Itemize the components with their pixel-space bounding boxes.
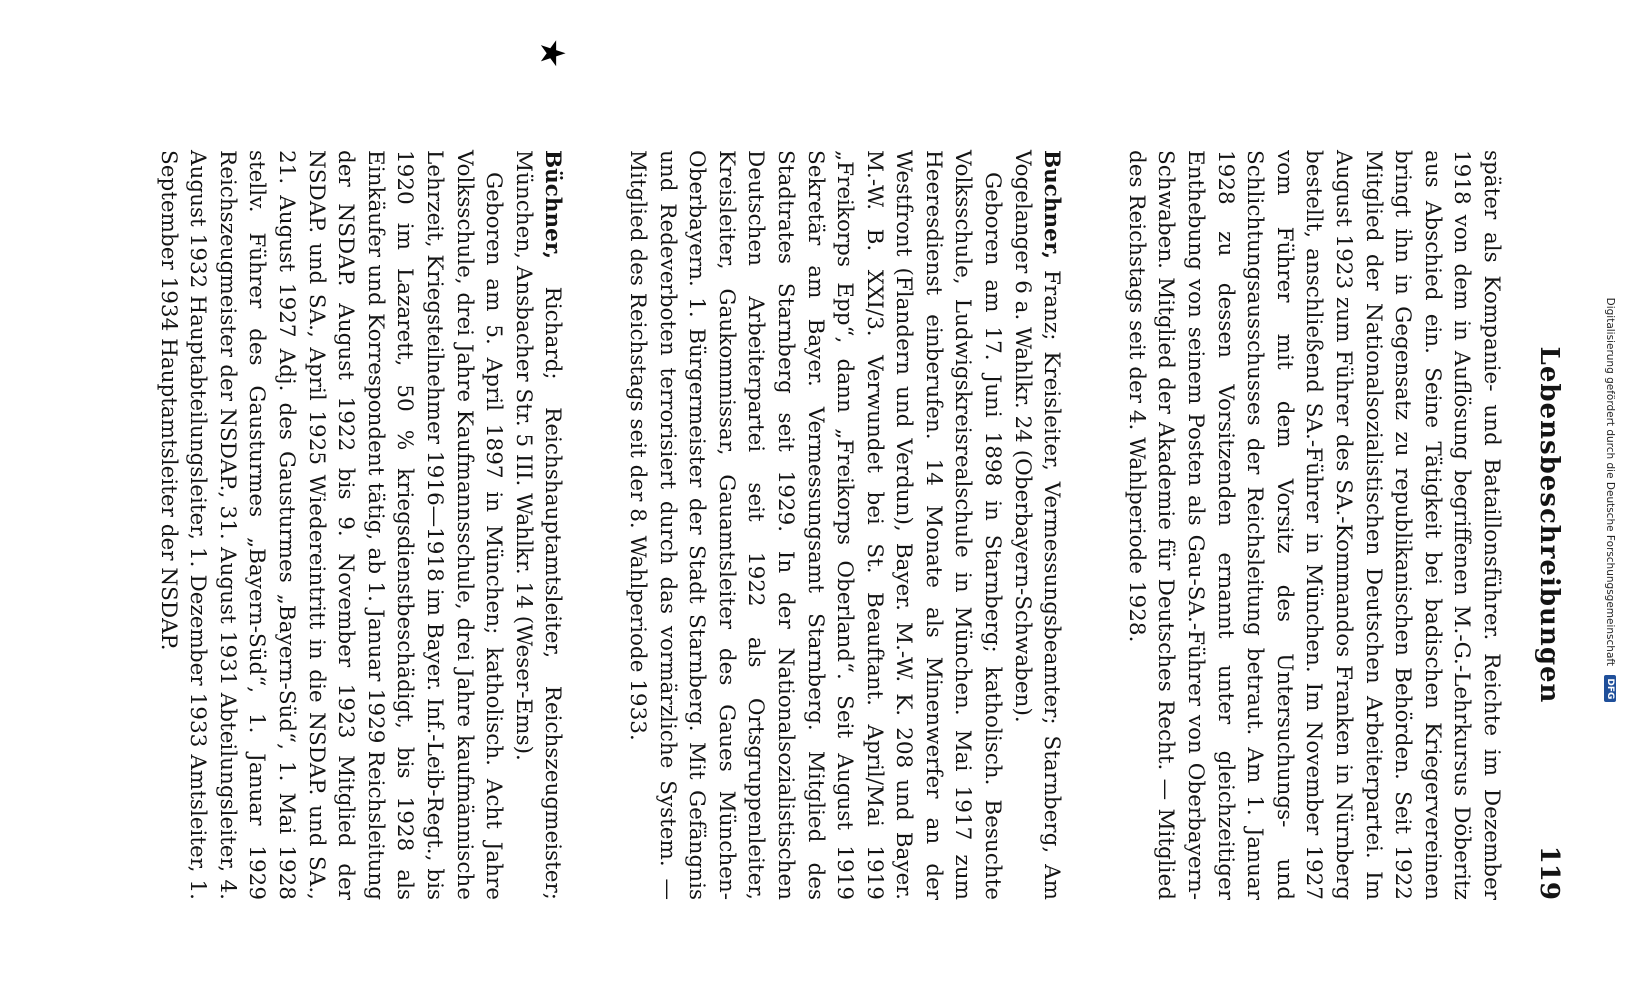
digitization-note-text: Digitalisierung gefördert durch die Deutsche Forschungsgemeinschaft (1604, 297, 1616, 667)
entry-name: Büchner, (540, 150, 566, 260)
entry-paragraph: später als Kompanie- und Bataillonsführer. Reichte im Dezember 1918 von dem in Auflösung begriffenen M.-G.-Lehrkursus Döberitz aus Abschied ein. Seine Tätigkeit bei badischen Kriegervereinen bringt ihn in Gegensatz zu republikanischen Behörden. Seit 1922 Mitglied der Nationalsozialistischen Deutschen Arbeiterpartei. Im August 1923 zum Führer des SA.-Kommandos Franken in Nürnberg bestellt, anschließend SA.-Führer in München. Im November 1927 vom Führer mit dem Vorsitz des Untersuchungs- und Schlichtungsausschusses der Reichsleitung betraut. Am 1. Januar 1928 zu dessen Vorsitzenden ernannt unter gleichzeitiger Enthebung von seinem Posten als Gau-SA.-Führer von Oberbayern-Schwaben. Mitglied der Akademie für Deutsches Recht. — Mitglied des Reichstags seit der 4. Wahlperiode 1928. (1123, 150, 1504, 900)
dfg-logo: DFG (1604, 675, 1616, 702)
entry-name: Buchner, (1039, 150, 1065, 260)
biography-entry-buchner-franz (622, 150, 1066, 900)
running-head-title: Lebensbeschreibungen (1534, 346, 1564, 704)
entry-heading-paragraph (508, 150, 567, 900)
entry-paragraph: Geboren am 17. Juni 1898 in Starnberg; katholisch. Besuchte Volksschule, Ludwigskreisrealschule in München. Mai 1917 zum Heeresdienst einberufen. 14 Monate als Minenwerfer an der Westfront (Flandern und Verdun), Bayer. M.-W. K. 208 und Bayer. M.-W. B. XXI/3. Verwundet bei St. Beauftant. April/Mai 1919 „Freikorps Epp“, dann „Freikorps Oberland“. Seit August 1919 Sekretär am Bayer. Vermessungsamt Starnberg. Mitglied des Stadtrates Starnberg seit 1929. In der Nationalsozialistischen Deutschen Arbeiterpartei seit 1922 als Ortsgruppenleiter, Kreisleiter, Gaukommissar, Gauamtsleiter des Gaues München-Oberbayern. 1. Bürgermeister der Stadt Starnberg. Mit Gefängnis und Redeverboten terrorisiert durch das vormärzliche System. — Mitglied des Reichstags seit der 8. Wahlperiode 1933. (624, 150, 1006, 900)
entry-heading-text: Franz; Kreisleiter, Vermessungsbeamter; Starnberg, Am Vogelanger 6 a. Wahlkr. 24 (Oberbayern-Schwaben). (1009, 150, 1065, 900)
star-icon: ★ (532, 38, 573, 69)
digitization-note (1604, 0, 1616, 1000)
entry-heading-paragraph (1007, 150, 1066, 900)
entry-paragraph: Geboren am 5. April 1897 in München; katholisch. Acht Jahre Volksschule, drei Jahre Kaufmannsschule, drei Jahre kaufmännische Lehrzeit, Kriegsteilnehmer 1916—1918 im Bayer. Inf.-Leib-Regt., bis 1920 im Lazarett, 50 % kriegsdienstbeschädigt, bis 1928 als Einkäufer und Korrespondent tätig, ab 1. Januar 1929 Reichsleitung der NSDAP. August 1922 bis 9. November 1923 Mitglied der NSDAP. und SA., April 1925 Wiedereintritt in die NSDAP. und SA., 21. August 1927 Adj. des Gausturmes „Bayern-Süd“, 1. Mai 1928 stellv. Führer des Gausturmes „Bayern-Süd“, 1. Januar 1929 Reichszeugmeister der NSDAP., 31. August 1931 Abteilungsleiter, 4. August 1932 Hauptabteilungsleiter, 1. Dezember 1933 Amtsleiter, 1. September 1934 Hauptamtsleiter der NSDAP. (155, 150, 507, 900)
page-header (1524, 150, 1564, 900)
entry-heading-text: Richard; Reichshauptamtsleiter, Reichszeugmeister; München, Ansbacher Str. 5 III. Wahlkr. 14 (Weser-Ems). (510, 150, 566, 900)
biography-entry-buechner-richard (153, 38, 573, 900)
page-body (98, 38, 1506, 900)
page-number: 119 (1534, 845, 1564, 900)
biography-entry-continued (1121, 150, 1506, 900)
